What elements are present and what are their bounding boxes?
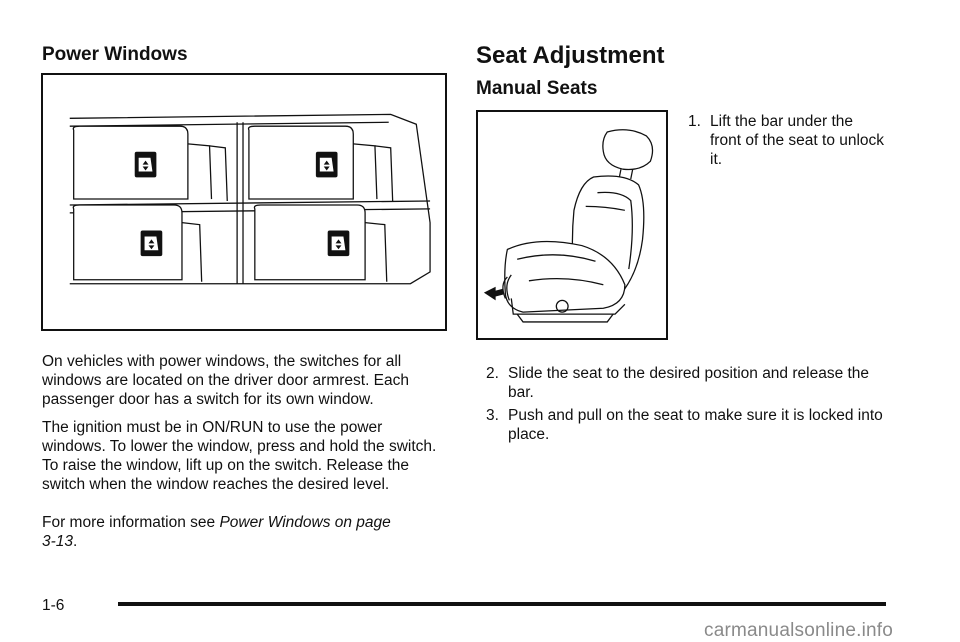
power-window-switches-drawing: [43, 75, 445, 329]
step-3: [486, 406, 886, 444]
reference-prefix: For more information see: [42, 514, 220, 531]
reference-link[interactable]: Power Windows on page 3-13: [42, 514, 391, 550]
power-window-switches-illustration: [41, 73, 447, 331]
step-3-text: Push and pull on the seat to make sure it is locked into place.: [508, 407, 883, 443]
step-3-number: 3.: [486, 407, 499, 424]
reference-suffix: .: [73, 533, 78, 550]
section-title-power-windows: Power Windows: [42, 44, 188, 65]
page-number: 1-6: [42, 597, 65, 614]
step-1-number: 1.: [688, 113, 701, 130]
step-2-text: Slide the seat to the desired position and release the bar.: [508, 365, 870, 401]
paragraph-switch-location: On vehicles with power windows, the switches for all windows are located on the driver door armrest. Each passenger door has a switch for its own window.: [42, 353, 410, 408]
manual-seat-drawing: [478, 112, 666, 338]
step-2-number: 2.: [486, 365, 499, 382]
step-1: [688, 112, 888, 169]
watermark-text: carmanualsonline.info: [704, 620, 894, 641]
paragraph-ignition-instructions: The ignition must be in ON/RUN to use the power windows. To lower the window, press and hold the switch. To raise the window, lift up on the switch. Release the switch when the window reaches the desired level.: [42, 419, 437, 493]
section-title-manual-seats: Manual Seats: [476, 78, 598, 99]
step-1-text: Lift the bar under the front of the seat to unlock it.: [710, 113, 885, 168]
manual-seat-illustration: [476, 110, 668, 340]
footer-rule: [118, 602, 886, 606]
paragraph-reference: [42, 513, 402, 551]
chapter-title-seat-adjustment: Seat Adjustment: [476, 42, 665, 69]
step-2: [486, 364, 886, 402]
